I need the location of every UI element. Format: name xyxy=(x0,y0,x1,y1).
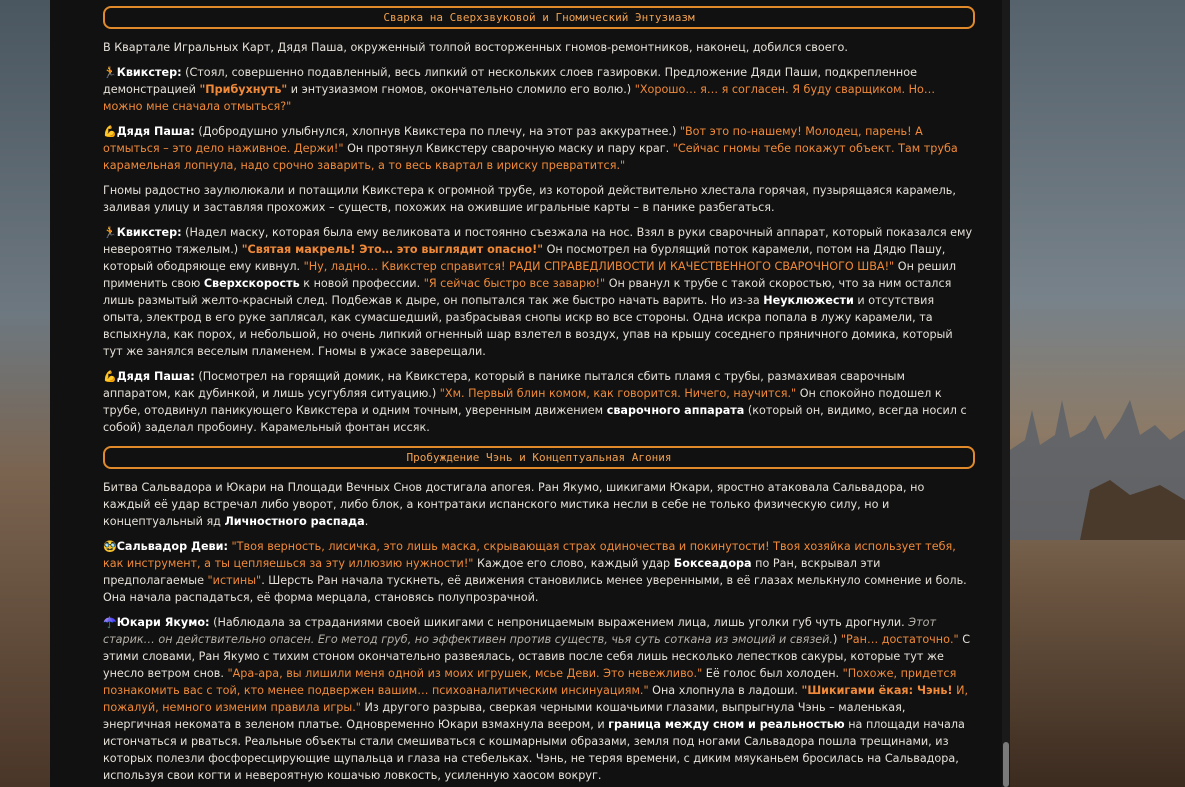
bold-text: Юкари Якумо: xyxy=(116,616,210,629)
plain-text: Он решил применить свою xyxy=(103,260,957,290)
scrollbar-track[interactable] xyxy=(1002,0,1010,787)
character-emoji-icon: 🏃 xyxy=(103,226,117,239)
bold-text: Сальвадор Деви: xyxy=(116,540,228,553)
plain-text: Гномы радостно заулюлюкали и потащили Квикстера к огромной трубе, из которой действительно хлестала горячая, пузырящаяся карамель, заливая улицу и заставляя прохожих – существ, похожих на ожившие игральные карты – в панике разбегаться. xyxy=(103,184,956,214)
plain-text: Она хлопнула в ладоши. xyxy=(648,684,802,697)
plain-text: и энтузиазмом гномов, окончательно сломило его волю.) xyxy=(287,83,635,96)
story-paragraph xyxy=(103,39,975,56)
plain-text: С этими словами, Ран Якумо с тихим стоном окончательно развеялась, оставив после себя лишь несколько лепестков сакуры, которые тут же унесло ветром снов. xyxy=(103,633,971,680)
scrollbar-thumb[interactable] xyxy=(1003,742,1009,787)
plain-text: Её голос был холоден. xyxy=(702,667,843,680)
plain-text: по Ран, вскрывал эти предполагаемые xyxy=(103,557,881,587)
quote-bold-text: "Прибухнуть" xyxy=(199,83,288,96)
quote-text: И, пожалуй, немного изменим правила игры." xyxy=(103,684,969,714)
quote-text: "истины" xyxy=(207,574,262,587)
thought-text: Этот старик… он действительно опасен. Его метод груб, но эффективен против существ, чья суть соткана из эмоций и связей. xyxy=(103,616,936,646)
chat-panel xyxy=(50,0,1010,787)
quote-bold-text: "Святая макрель! Это… это выглядит опасно!" xyxy=(241,243,544,256)
plain-text: (Наблюдала за страданиями своей шикигами с непроницаемым выражением лица, лишь уголки губ чуть дрогнули. xyxy=(209,616,909,629)
story-paragraph xyxy=(103,614,975,784)
plain-text: (Посмотрел на горящий домик, на Квикстера, который в панике пытался сбить пламя с трубы, размахивая сварочным аппаратом, как дубинкой, и лишь усугубляя ситуацию.) xyxy=(103,370,905,400)
plain-text: . Шерсть Ран начала тускнеть, её движения становились менее уверенными, в её глазах мелькнуло сомнение и боль. Она начала распадаться, её форма мерцала, становясь полупрозрачной. xyxy=(103,574,967,604)
bold-text: граница между сном и реальностью xyxy=(608,718,845,731)
bold-text: Неуклюжести xyxy=(763,294,854,307)
character-emoji-icon: 🏃 xyxy=(103,66,117,79)
plain-text: Он посмотрел на бурлящий поток карамели, потом на Дядю Пашу, который ободряюще ему кивнул. xyxy=(103,243,946,273)
bold-text: сварочного аппарата xyxy=(606,404,745,417)
bold-text: Сверхскорость xyxy=(203,277,300,290)
plain-text: Битва Сальвадора и Юкари на Площади Вечных Снов достигала апогея. Ран Якумо, шикигами Юкари, яростно атаковала Сальвадора, но каждый её удар встречал либо уворот, либо блок, а контратаки испанского мистика несли в себе не только физическую силу, но и концептуальный яд xyxy=(103,481,925,528)
plain-text: ) xyxy=(832,633,841,646)
plain-text: . xyxy=(364,515,369,528)
quote-text: "Твоя верность, лисичка, это лишь маска, скрывающая страх одиночества и покинутости! Твоя хозяйка использует тебя, как инструмент, а ты цепляешься за эту иллюзию нужности!" xyxy=(103,540,956,570)
quote-text: "Похоже, придется познакомить вас с той, кто менее подвержен вашим… психоаналитическим инсинуациям." xyxy=(103,667,957,697)
plain-text: Он рванул к трубе с такой скоростью, что за ним остался лишь размытый желто-красный след. Подбежав к дыре, он попытался так же быстро начать варить. Но из-за xyxy=(103,277,952,307)
plain-text: Каждое его слово, каждый удар xyxy=(473,557,674,570)
bold-text: Боксеадора xyxy=(673,557,752,570)
plain-text: В Квартале Игральных Карт, Дядя Паша, окруженный толпой восторженных гномов-ремонтников, наконец, добился своего. xyxy=(103,41,848,54)
quote-text: "Хорошо… я… я согласен. Я буду сварщиком. Но… можно мне сначала отмыться?" xyxy=(103,83,936,113)
section-header: Пробуждение Чэнь и Концептуальная Агония xyxy=(103,446,975,469)
story-paragraph xyxy=(103,123,975,174)
plain-text: (Стоял, совершенно подавленный, весь липкий от нескольких слоев газировки. Предложение Дяди Паши, подкрепленное демонстрацией xyxy=(103,66,917,96)
character-emoji-icon: ☂️ xyxy=(103,616,117,629)
character-emoji-icon: 💪 xyxy=(103,370,117,383)
bold-text: Квикстер: xyxy=(116,66,182,79)
story-paragraph xyxy=(103,224,975,360)
plain-text: Он протянул Квикстеру сварочную маску и пару краг. xyxy=(343,142,673,155)
background-ruins xyxy=(1010,380,1185,540)
quote-text: "Вот это по-нашему! Молодец, парень! А отмыться – это дело наживное. Держи!" xyxy=(103,125,923,155)
plain-text: к новой профессии. xyxy=(299,277,424,290)
character-emoji-icon: 💪 xyxy=(103,125,117,138)
character-emoji-icon: 🥸 xyxy=(103,540,117,553)
bold-text: Дядя Паша: xyxy=(116,370,195,383)
plain-text: (Надел маску, которая была ему великовата и постоянно съезжала на нос. Взял в руки сварочный аппарат, который показался ему невероятно тяжелым.) xyxy=(103,226,973,256)
bold-text: Квикстер: xyxy=(116,226,182,239)
quote-bold-text: "Шикигами ёкая: Чэнь! xyxy=(801,684,953,697)
story-paragraph xyxy=(103,538,975,606)
plain-text: (который он, видимо, всегда носил с собой) заделал пробоину. Карамельный фонтан иссяк. xyxy=(103,404,967,434)
story-paragraph xyxy=(103,182,975,216)
plain-text: на площади начала истончаться и рваться. Реальные объекты стали смешиваться с кошмарными образами, земля под ногами Сальвадора пошла трещинами, из которых полезли фосфоресцирующие щупальца и глаза на стебельках. Чэнь, не теряя времени, с диким мяуканьем бросилась на Сальвадора, используя свои когти и невероятную кошачью ловкость, усиленную хаосом вокруг. xyxy=(103,718,965,782)
story-content xyxy=(103,0,975,787)
story-paragraph xyxy=(103,479,975,530)
story-paragraph xyxy=(103,64,975,115)
quote-text: "Ара-ара, вы лишили меня одной из моих игрушек, мсье Деви. Это невежливо." xyxy=(227,667,703,680)
plain-text: Из другого разрыва, сверкая черными кошачьими глазами, выпрыгнула Чэнь – маленькая, энергичная некомата в зеленом платье. Одновременно Юкари взмахнула веером, и xyxy=(103,701,906,731)
quote-text: "Сейчас гномы тебе покажут объект. Там труба карамельная лопнула, надо срочно заварить, а то весь квартал в ириску превратится." xyxy=(103,142,958,172)
section-header: Сварка на Сверхзвуковой и Гномический Энтузиазм xyxy=(103,6,975,29)
plain-text: (Добродушно улыбнулся, хлопнув Квикстера по плечу, на этот раз аккуратнее.) xyxy=(194,125,680,138)
plain-text: Он спокойно подошел к трубе, отодвинул паникующего Квикстера и одним точным, уверенным движением xyxy=(103,387,942,417)
bold-text: Личностного распада xyxy=(224,515,365,528)
story-paragraph xyxy=(103,368,975,436)
bold-text: Дядя Паша: xyxy=(116,125,195,138)
quote-text: "Я сейчас быстро все заварю!" xyxy=(423,277,606,290)
quote-text: "Хм. Первый блин комом, как говорится. Ничего, научится." xyxy=(439,387,797,400)
background-left xyxy=(0,0,50,787)
plain-text: и отсутствия опыта, электрод в его руке заплясал, как сумасшедший, разбрасывая снопы искр во все стороны. Одна искра попала в лужу карамели, та вспыхнула, как порох, и небольшой, но очень липкий огненный шар взлетел в воздух, упав на крышу соседнего пряничного домика, который тут же занялся веселым пламенем. Гномы в ужасе заверещали. xyxy=(103,294,953,358)
quote-text: "Ну, ладно… Квикстер справится! РАДИ СПРАВЕДЛИВОСТИ И КАЧЕСТВЕННОГО СВАРОЧНОГО ШВА!" xyxy=(303,260,895,273)
quote-text: "Ран… достаточно." xyxy=(840,633,959,646)
